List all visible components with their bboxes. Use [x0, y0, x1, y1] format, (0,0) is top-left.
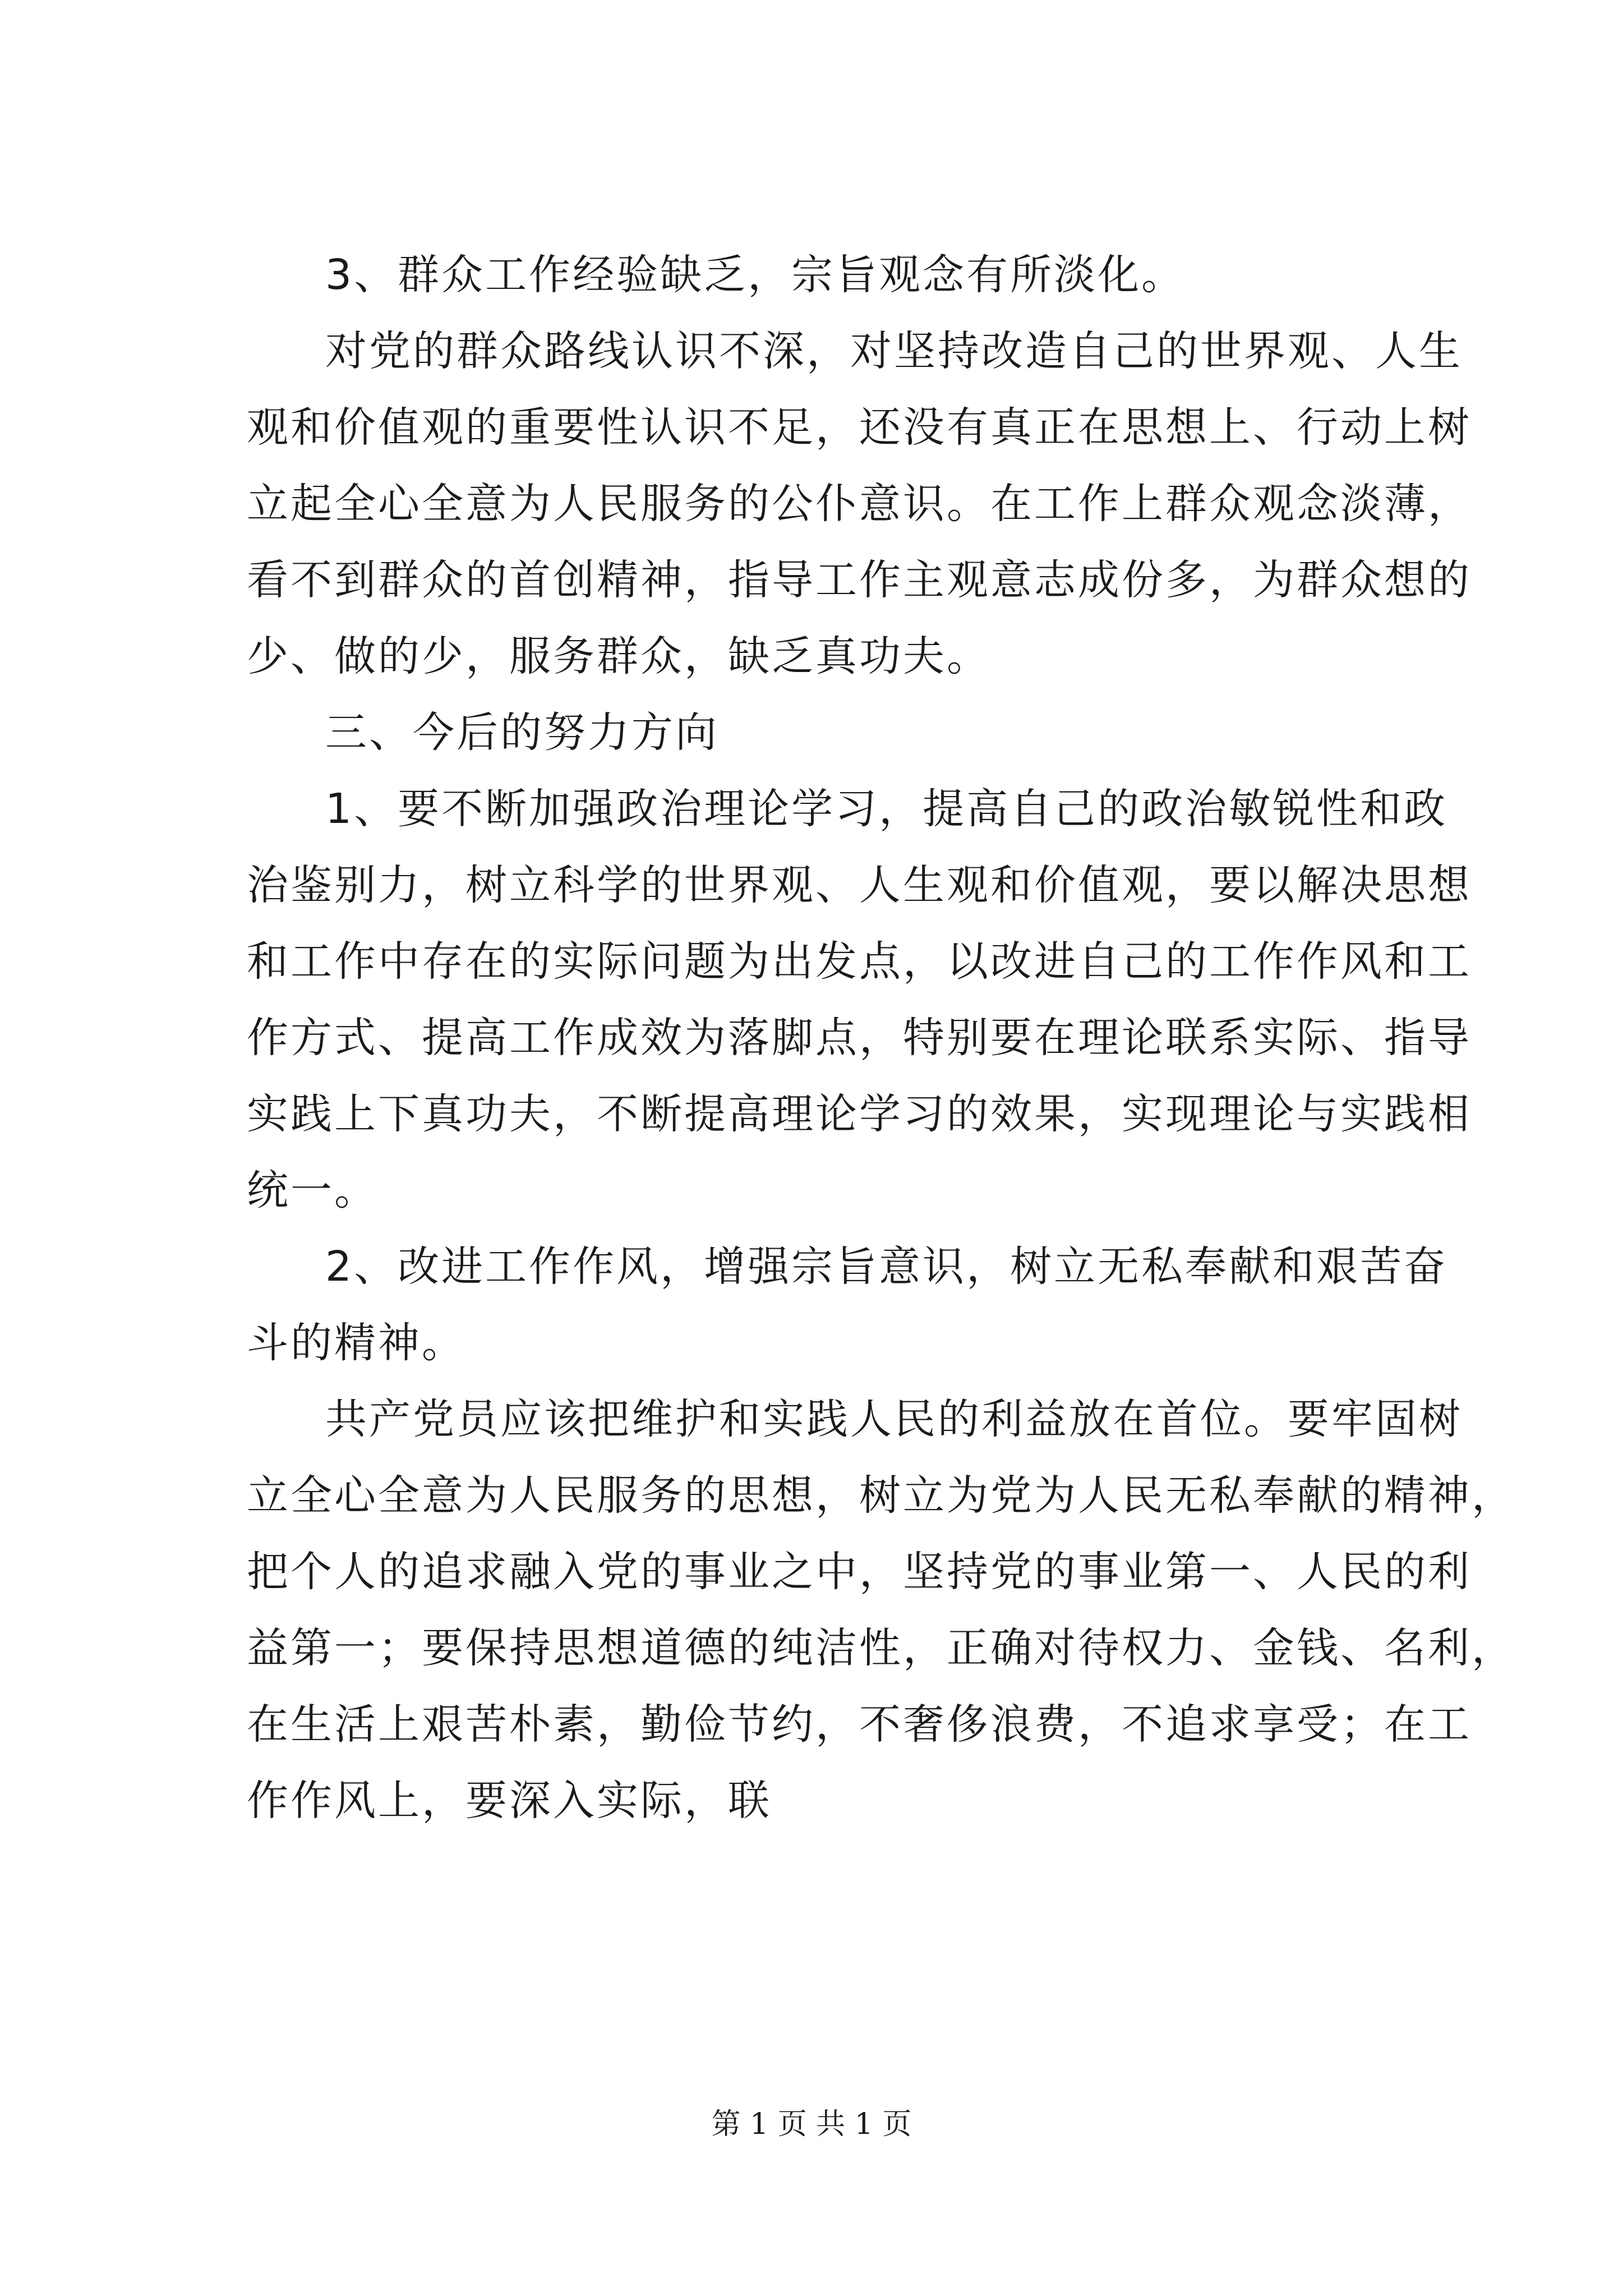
text-line: 3、群众工作经验缺乏，宗旨观念有所淡化。: [325, 251, 1186, 299]
text-line: 益第一；要保持思想道德的纯洁性，正确对待权力、金钱、名利，: [247, 1624, 1515, 1672]
text-line: 观和价值观的重要性认识不足，还没有真正在思想上、行动上树: [247, 403, 1472, 452]
text-line: 统一。: [247, 1166, 378, 1214]
text-line: 治鉴别力，树立科学的世界观、人生观和价值观，要以解决思想: [247, 861, 1472, 909]
text-line: 少、做的少，服务群众，缺乏真功夫。: [247, 632, 990, 680]
text-line: 斗的精神。: [247, 1319, 465, 1367]
text-line: 共产党员应该把维护和实践人民的利益放在首位。要牢固树: [325, 1395, 1463, 1443]
text-line: 作方式、提高工作成效为落脚点，特别要在理论联系实际、指导: [247, 1014, 1472, 1062]
text-line: 1、要不断加强政治理论学习，提高自己的政治敏锐性和政: [325, 785, 1448, 833]
text-line: 实践上下真功夫，不断提高理论学习的效果，实现理论与实践相: [247, 1090, 1472, 1138]
page-number-footer: 第 1 页 共 1 页: [711, 2108, 912, 2141]
section-heading: 三、今后的努力方向: [325, 708, 719, 757]
text-line: 在生活上艰苦朴素，勤俭节约，不奢侈浪费，不追求享受；在工: [247, 1700, 1472, 1749]
text-line: 作作风上，要深入实际，联: [247, 1777, 772, 1825]
text-line: 立全心全意为人民服务的思想，树立为党为人民无私奉献的精神，: [247, 1471, 1515, 1520]
text-line: 和工作中存在的实际问题为出发点，以改进自己的工作作风和工: [247, 937, 1472, 986]
text-line: 看不到群众的首创精神，指导工作主观意志成份多，为群众想的: [247, 556, 1472, 604]
text-line: 对党的群众路线认识不深，对坚持改造自己的世界观、人生: [325, 327, 1463, 375]
text-line: 把个人的追求融入党的事业之中，坚持党的事业第一、人民的利: [247, 1548, 1472, 1596]
text-line: 立起全心全意为人民服务的公仆意识。在工作上群众观念淡薄，: [247, 480, 1472, 528]
text-line: 2、改进工作作风，增强宗旨意识，树立无私奉献和艰苦奋: [325, 1243, 1448, 1291]
